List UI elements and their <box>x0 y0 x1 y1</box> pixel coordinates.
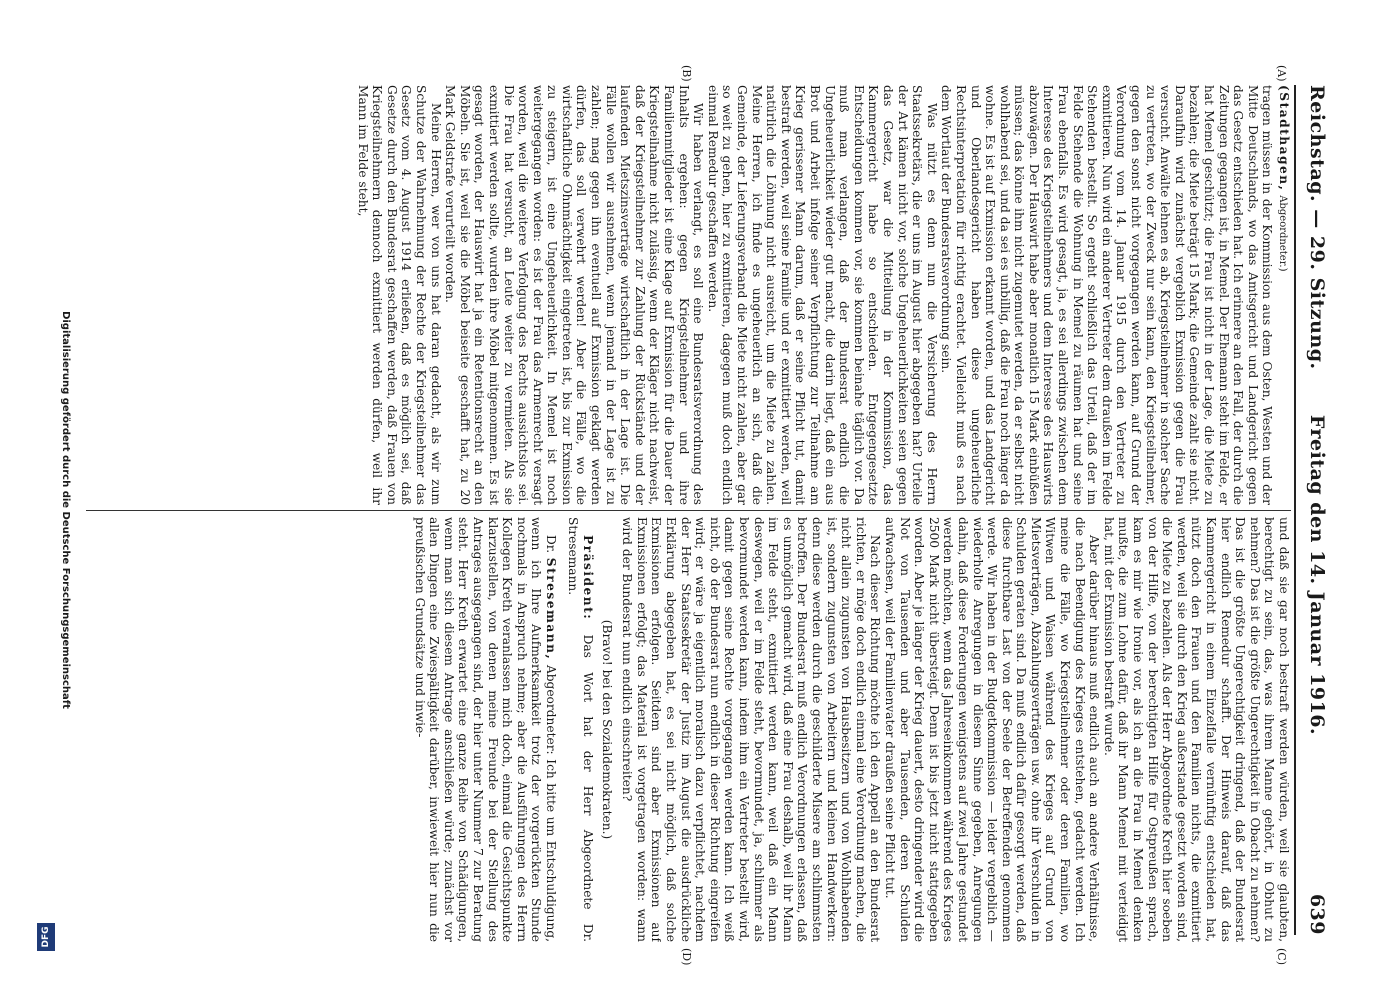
margin-mark-b: (B) <box>680 65 693 82</box>
president-line <box>566 517 595 942</box>
digitization-credit: Digitalisierung gefördert durch die Deutsche Forschungsgemeinschaft <box>60 311 71 709</box>
paragraph: Wir haben verlangt, es soll eine Bundesratsverordnung des Inhalts ergehen: gegen Kriegsteilnehmer und ihre Familienmitglieder ist eine Klage auf Exmission für die Dauer der Kriegsteilnahme nicht zulässig, wenn der Kläger nicht nachweist, daß der Kriegsteilnehmer zur Zahlung der Rückstände und der laufenden Mietszinsverträge wirtschaftlich in der Lage ist. Die Fälle wollen wir ausnehmen, wenn jemand in der Lage ist zu zahlen; mag gegen ihn eventuell auf Exmission geklagt werden dürfen, das soll verwehrt werden! Aber die Fälle, wo die wirtschaftliche Ohnmächtigkeit eingetreten ist, bis zur Exmission zu steigern, ist eine Ungeheuerlichkeit. In Memel ist noch weitergegangen worden: es ist der Frau das Armenrecht versagt worden, weil die weitere Verfolgung des Rechts aussichtslos sei. Die Frau hat versucht, an Leute weiter zu vermieten. Als sie exmittiert werden sollte, wurden ihre Möbel mitgenommen. Es ist gesagt worden, der Hauswirt hat ja ein Retentionsrecht an den Möbeln. Sie ist, weil sie die Möbel beiseite geschafft hat, zu 20 Mark Geldstrafe verurteilt worden. <box>443 85 706 505</box>
header-left: Reichstag. — 29. Sitzung. <box>1306 85 1328 370</box>
header-rule <box>1294 85 1296 935</box>
column-divider <box>86 510 1291 511</box>
speaker-line <box>1274 85 1291 505</box>
second-speaker-role: Abgeordneter: <box>543 664 558 755</box>
page-number: 639 <box>1306 893 1328 935</box>
president-text: Das Wort hat der Herr Abgeordnete Dr. Stresemann. <box>566 517 596 942</box>
paragraph: und daß sie gar noch bestraft werden würden, weil sie glaubten, berechtigt zu sein, das, was ihrem Manne gehört, in Obhut zu nehmen? Das ist die größte Ungerechtigkeit in Obacht zu nehmen? Das ist die größte Ungerechtigkeit dringend, daß der Bundesrat hier endlich Remedur schafft. Der Hinweis darauf, daß das Kammergericht in einem Einzelfalle vernünftig entschieden hat, nützt doch den Frauen und den Familien nichts, die exmittiert werden, weil sie durch den Krieg außerstande gesetzt worden sind, die Miete zu bezahlen. Als der Herr Abgeordnete Kreth hier soeben von der Hilfe, von der berechtigten Hilfe für Ostpreußen sprach, kam es mir wie Ironie vor, als ich an die Frau in Memel denken mußte, die zum Lohne dafür, daß ihr Mann Memel mit verteidigt hat, mit der Exmission bestraft wurde. <box>1101 517 1291 942</box>
paragraph: Nach dieser Richtung möchte ich den Appell an den Bundesrat richten, er möge doch endlich einmal eine Verordnung machen, die nicht allein zugunsten von Hausbesitzern und von Wohlhabenden ist, sondern zugunsten von Arbeitern und kleinen Handwerkern: denn diese werden durch die geschilderte Misere am schlimmsten betroffen. Der Bundesrat muß endlich Verordnungen erlassen, daß es unmöglich gemacht wird, daß eine Frau deshalb, weil ihr Mann im Felde steht, exmittiert werden kann, weil daß ein Mann deswegen, weil er im Felde steht, bevormundet, ja, schlimmer als bevormundet werden kann, indem ihm ein Vertreter bestellt wird, damit gegen seine Rechte vorgegangen werden kann. Ich weiß nicht, ob der Bundesrat nun endlich in dieser Richtung eingreifen wird; er wäre ja eigentlich moralisch dazu verpflichtet, nachdem der Herr Staatssekretär der Justiz im August die ausdrückliche Erklärung abgegeben hat, es sei nicht möglich, daß solche Exmissionen erfolgen. Seitdem sind aber Exmissionen auf Exmissionen erfolgt; das Material ist vorgetragen worden: wann wird der Bundesrat nun endlich einschreiten? <box>620 517 883 942</box>
paragraph: Aber darüber hinaus muß endlich auch an andere Verhältnisse, die nach Beendigung des Krieges entstehen, gedacht werden. Ich meine die Fälle, wo Kriegsteilnehmer oder deren Familien, wo Witwen und Waisen während des Krieges auf Grund von Mietsverträgen, Abzahlungsverträgen usw. ohne ihr Verschulden in Schulden geraten sind. Da muß endlich dafür gesorgt werden, daß diese furchtbare Last von der Seele der Betreffenden genommen werde. Wir haben in der Budgetkommission — leider vergeblich — wiederholte Anregungen in diesem Sinne gegeben, Anregungen dahin, daß diese Forderungen wenigstens auf zwei Jahre gestundet werden möchten, wenn das Jahreseinkommen während des Krieges 2500 Mark nicht übersteigt. Denn ist bis jetzt nicht stattgegeben worden. Aber je länger der Krieg dauert, desto dringender wird die Not von Tausenden und aber Tausenden, deren Schulden aufwachsen, weil der Familienvater draußen seine Pflicht tut. <box>882 517 1102 942</box>
dfg-logo: DFG <box>37 923 55 951</box>
second-speech-text: Ich bitte um Entschuldigung, wenn ich Ihre Aufmerksamkeit trotz der vorgerückten Stunde nochmals in Anspruch nehme; aber die Ausführungen des Herrn Kollegen Kreth veranlassen mich doch, einmal die Gesichtspunkte klarzustellen, von denen meine Freunde bei der Stellung des Antrages ausgegangen sind, der hier unter Nummer 7 zur Beratung steht. Herr Kreth erwartet eine ganze Reihe von Schädigungen, wenn man sich diesem Antrage anschließen würde; zunächst vor allen Dingen eine Zwiespältigkeit darüber, inwieweit hier nun die preußischen Grundsätze und inwie- <box>412 517 558 942</box>
second-speech <box>412 517 558 942</box>
margin-mark-a: (A) <box>1275 65 1288 82</box>
left-column <box>86 85 1291 505</box>
president-label: Präsident: <box>581 535 596 621</box>
margin-mark-d: (D) <box>680 948 693 966</box>
speaker-name: (Stadthagen, <box>1277 85 1291 192</box>
right-column <box>86 517 1291 942</box>
paragraph: tragen müssen in der Kommission aus dem Osten, Westen und der Mitte Deutschlands, wo das Amtsgericht und Landgericht gegen das Gesetz entschieden hat. Ich erinnere an den Fall, der durch die Zeitungen gegangen ist, in Memel. Der Ehemann steht im Felde, er hat Memel geschützt; die Frau ist nicht in der Lage, die Miete zu bezahlen; die Miete beträgt 15 Mark; die Gemeinde zahlt sie nicht. Daraufhin wird zunächst vergeblich Exmission gegen die Frau versucht. Anwälte lehnen es ab, Kriegsteilnehmer in solcher Sache zu vertreten, wo der Zweck nur sein kann, den Kriegsteilnehmer, gegen den sonst nicht vorgegangen werden kann, auf Grund der Verordnung vom 14. Januar 1915 durch den Vertreter zu exmittieren. Nun wird ein anderer Vertreter dem draußen im Felde Stehenden bestellt. So ergeht schließlich das Urteil, daß der im Felde Stehende die Wohnung in Memel zu räumen hat und seine Frau ebenfalls. Es wird gesagt, ja, es sei allerdings zwischen dem Interesse des Kriegsteilnehmers und dem Interesse des Hauswirts abzuwägen. Der Hauswirt habe aber monatlich 15 Mark einbüßen müssen; das könne ihm nicht zugemutet werden, da er selbst nicht wohlhabend sei, und da sei es unbillig, daß die Frau noch länger da wohne. Es ist auf Exmission erkannt worden, und das Landgericht und Oberlandesgericht haben diese ungeheuerliche Rechtsinterpretation für richtig erachtet. Vielleicht muß es nach dem Wortlaut der Bundesratsverordnung sein. <box>939 85 1275 505</box>
paragraph: Meine Herren, wer von uns hat daran gedacht, als wir zum Schutze der Wahrnehmung der Rechte der Kriegsteilnehmer das Gesetz vom 4. August 1914 erließen, daß es möglich sei, daß Gesetze durch den Bundesrat geschaffen werden, daß Frauen von Kriegsteilnehmern dennoch exmittiert werden dürfen, weil ihr Mann im Felde steht, <box>355 85 443 505</box>
applause-note: (Bravo! bei den Sozialdemokraten.) <box>599 619 614 840</box>
second-speaker-name: Stresemann, <box>543 557 558 661</box>
paragraph: Was nützt es denn nun die Versicherung des Herrn Staatssekretärs, die er uns im August hier abgegeben hat? Urteile der Art kämen nicht vor, solche Ungeheuerlichkeiten seien gegen das Gesetz, war die Mitteilung in der Kommission, das Kammergericht habe so entschieden. Entgegengesetzte Entscheidungen kommen vor, sie kommen beinahe täglich vor. Da muß man verlangen, daß der Bundesrat endlich die Ungeheuerlichkeit wieder gut macht, die darin liegt, daß ein aus Brot und Arbeit infolge seiner Verpflichtung zur Teilnahme am Krieg gerissener Mann darum, daß er seine Pflicht tut, damit bestraft werden, weil seine Familie und er exmittiert werden, weil natürlich die Löhnung nicht ausreicht, um die Miete zu zahlen. Meine Herren, ich finde es ungeheuerlich an sich, daß die Gemeinde, der Lieferungsverband die Miete nicht zahlen, aber gar so weit zu gehen, hier zu exmittieren, dagegen muß doch endlich einmal Remedur geschaffen werden. <box>705 85 939 505</box>
second-speaker-prefix: Dr. <box>543 535 558 554</box>
page-header <box>1298 85 1328 935</box>
margin-mark-c: (C) <box>1275 948 1288 965</box>
speaker-role: Abgeordneter.) <box>1277 195 1288 272</box>
header-date: Freitag den 14. Januar 1916. <box>1306 414 1328 736</box>
